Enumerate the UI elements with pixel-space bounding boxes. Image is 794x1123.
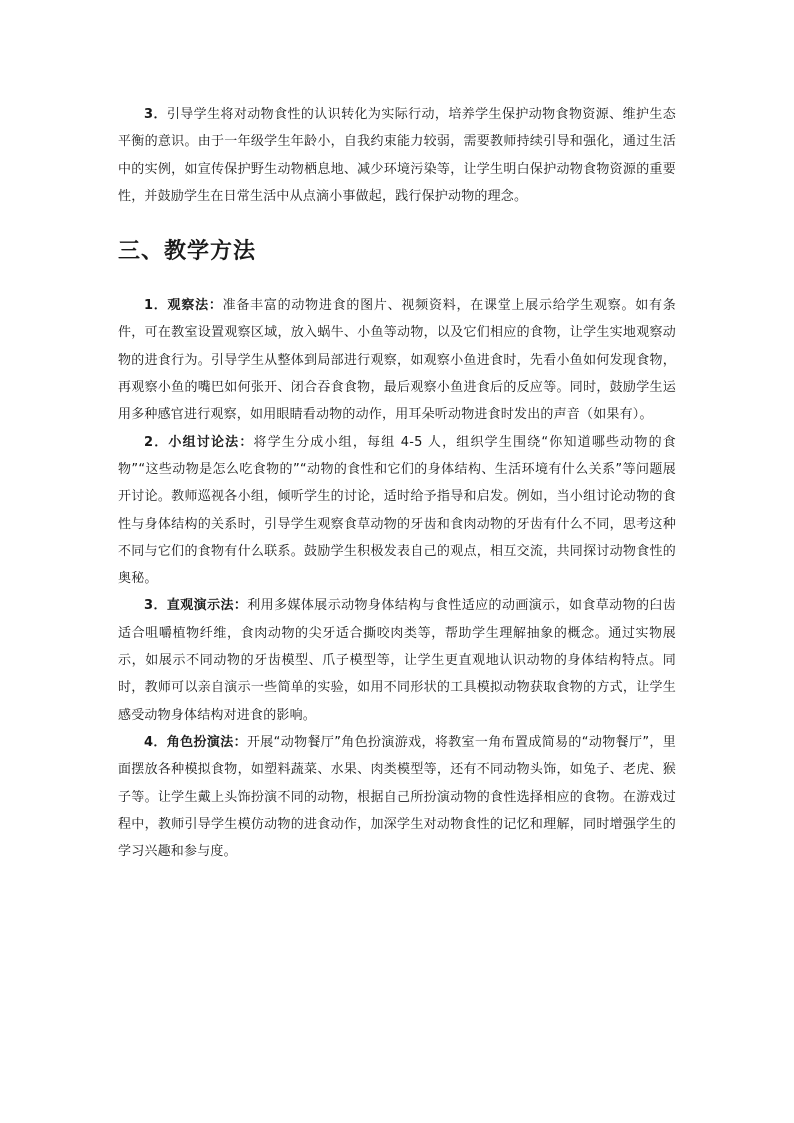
section-heading: 三、教学方法: [118, 239, 257, 265]
intro-number: 3．: [144, 107, 167, 122]
method-demonstration: [118, 592, 676, 728]
method-text: 准备丰富的动物进食的图片、视频资料，在课堂上展示给学生观察。如有条件，可在教室设置观察区域，放入蜗牛、小鱼等动物，以及它们相应的食物，让学生实地观察动物的进食行为。引导学生从整体到局部进行观察，如观察小鱼进食时，先看小鱼如何发现食物，再观察小鱼的嘴巴如何张开、闭合吞食食物，最后观察小鱼进食后的反应等。同时，鼓励学生运用多种感官进行观察，如用眼睛看动物的动作，用耳朵听动物进食时发出的声音（如果有）。: [118, 298, 676, 423]
intro-paragraph: [118, 101, 676, 210]
method-lead: 3．直观演示法：: [144, 598, 248, 614]
method-role-play: [118, 729, 676, 865]
method-text: 利用多媒体展示动物身体结构与食性适应的动画演示，如食草动物的臼齿适合咀嚼植物纤维，食肉动物的尖牙适合撕咬肉类等，帮助学生理解抽象的概念。通过实物展示，如展示不同动物的牙齿模型、爪子模型等，让学生更直观地认识动物的身体结构特点。同时，教师可以亲自演示一些简单的实验，如用不同形状的工具模拟动物获取食物的方式，让学生感受动物身体结构对进食的影响。: [118, 598, 676, 723]
method-text: 将学生分成小组，每组 4-5 人，组织学生围绕“你知道哪些动物的食物”“这些动物是怎么吃食物的”“动物的食性和它们的身体结构、生活环境有什么关系”等问题展开讨论。教师巡视各小组，倾听学生的讨论，适时给予指导和启发。例如，当小组讨论动物的食性与身体结构的关系时，引导学生观察食草动物的牙齿和食肉动物的牙齿有什么不同，思考这种不同与它们的食物有什么联系。鼓励学生积极发表自己的观点，相互交流，共同探讨动物食性的奥秘。: [118, 434, 676, 587]
method-lead: 1．观察法：: [144, 298, 223, 314]
method-observation: [118, 292, 676, 428]
intro-text: 引导学生将对动物食性的认识转化为实际行动，培养学生保护动物食物资源、维护生态平衡的意识。由于一年级学生年龄小，自我约束能力较弱，需要教师持续引导和强化，通过生活中的实例，如宣传保护野生动物栖息地、减少环境污染等，让学生明白保护动物食物资源的重要性，并鼓励学生在日常生活中从点滴小事做起，践行保护动物的理念。: [118, 107, 676, 204]
method-group-discussion: [118, 429, 676, 593]
method-text: 开展“动物餐厅”角色扮演游戏，将教室一角布置成简易的“动物餐厅”，里面摆放各种模拟食物，如塑料蔬菜、水果、肉类模型等，还有不同动物头饰，如兔子、老虎、猴子等。让学生戴上头饰扮演不同的动物，根据自己所扮演动物的食性选择相应的食物。在游戏过程中，教师引导学生模仿动物的进食动作，加深学生对动物食性的记忆和理解，同时增强学生的学习兴趣和参与度。: [118, 734, 676, 860]
method-lead: 2．小组讨论法：: [144, 434, 254, 450]
method-lead: 4．角色扮演法：: [144, 734, 247, 750]
